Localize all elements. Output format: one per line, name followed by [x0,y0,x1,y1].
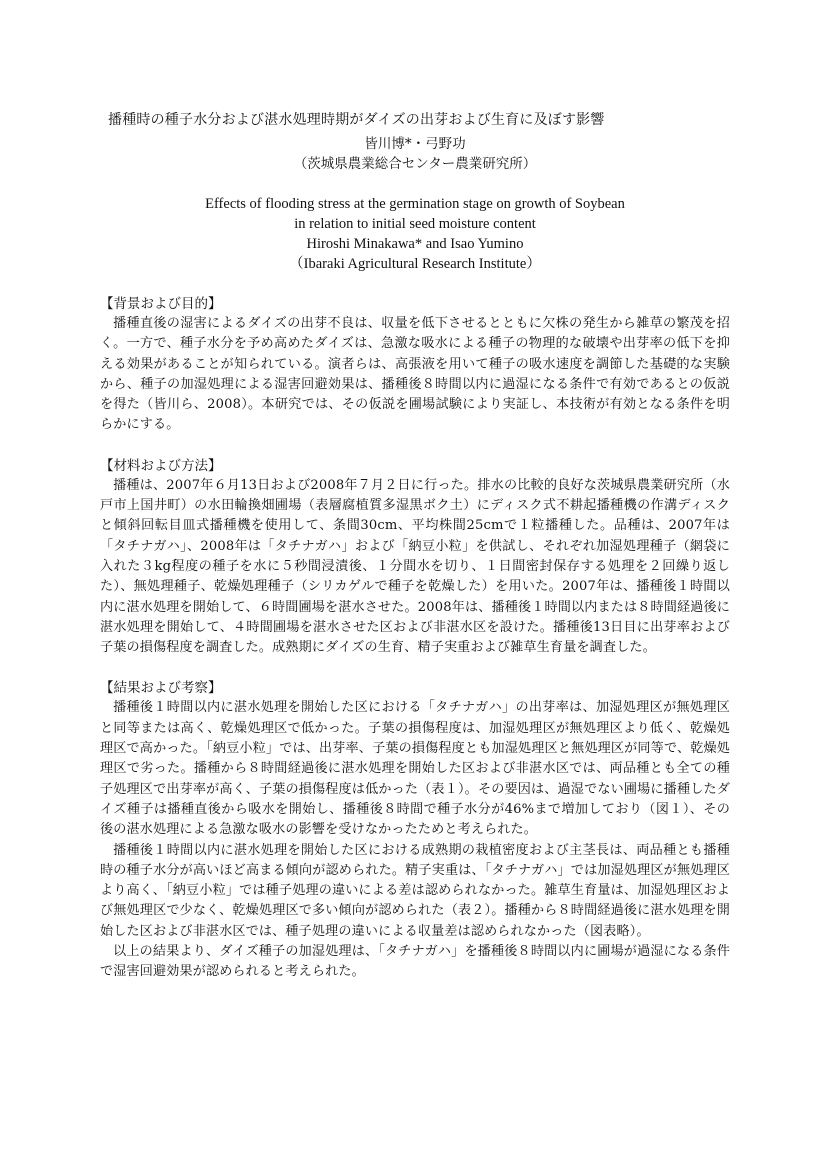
paragraph: 播種は、2007年６月13日および2008年７月２日に行った。排水の比較的良好な茨城県農業研究所（水戸市上国井町）の水田輪換畑圃場（表層腐植質多湿黒ボク土）にディスク式不耕起播種機の作溝ディスクと傾斜回転目皿式播種機を使用して、条間30cm、平均株間25cmで１粒播種した。品種は、2007年は「タチナガハ」、2008年は「タチナガハ」および「納豆小粒」を供試し、それぞれ加湿処理種子（網袋に入れた３kg程度の種子を水に５秒間浸漬後、１分間水を切り、１日間密封保存する処理を２回繰り返した）、無処理種子、乾燥処理種子（シリカゲルで種子を乾燥した）を用いた。2007年は、播種後１時間以内に湛水処理を開始して、６時間圃場を湛水させた。2008年は、播種後１時間以内または８時間経過後に湛水処理を開始して、４時間圃場を湛水させた区および非湛水区を設けた。播種後13日目に出芽率および子葉の損傷程度を調査した。成熟期にダイズの生育、精子実重および雑草生育量を調査した。 [100,477,730,656]
paper-page [100,110,730,983]
authors-japanese: 皆川博*・弓野功 [364,136,466,152]
section-heading: 【材料および方法】 [100,457,222,474]
section-methods [100,456,730,659]
paragraph: 播種後１時間以内に湛水処理を開始した区における「タチナガハ」の出芽率は、加湿処理区が無処理区と同等または高く、乾燥処理区で低かった。子葉の損傷程度は、加湿処理区が無処理区より低く、乾燥処理区で高かった。「納豆小粒」では、出芽率、子葉の損傷程度とも加湿処理区と無処理区が同等で、乾燥処理区で劣った。播種から８時間経過後に湛水処理を開始した区および非湛水区では、両品種とも全ての種子処理区で出芽率が高く、子葉の損傷程度は低かった（表１）。その要因は、過湿でない圃場に播種したダイズ種子は播種直後から吸水を開始し、播種後８時間で種子水分が46%まで増加しており（図１）、その後の湛水処理による急激な吸水の影響を受けなかったためと考えられた。 [100,700,730,838]
authors-english: Hiroshi Minakawa* and Isao Yumino [306,236,524,252]
japanese-header [100,110,730,174]
affiliation-japanese: （茨城県農業総合センター農業研究所） [293,156,537,172]
section-background [100,294,730,436]
english-header [100,194,730,274]
paragraph: 播種後１時間以内に湛水処理を開始した区における成熟期の栽植密度および主茎長は、両品種とも播種時の種子水分が高いほど高まる傾向が認められた。精子実重は、「タチナガハ」では加湿処理区が無処理区より高く、「納豆小粒」では種子処理の違いによる差は認められなかった。雑草生育量は、加湿処理区および無処理区で少なく、乾燥処理区で多い傾向が認められた（表２）。播種から８時間経過後に湛水処理を開始した区および非湛水区では、種子処理の違いによる収量差は認められなかった（図表略）。 [100,842,730,939]
paragraph: 以上の結果より、ダイズ種子の加湿処理は、「タチナガハ」を播種後８時間以内に圃場が過湿になる条件で湿害回避効果が認められると考えられた。 [100,944,730,980]
title-english-line2: in relation to initial seed moisture content [294,216,536,232]
paragraph: 播種直後の湿害によるダイズの出芽不良は、収量を低下させるとともに欠株の発生から雑草の繁茂を招く。一方で、種子水分を予め高めたダイズは、急激な吸水による種子の物理的な破壊や出芽率の低下を抑える効果があることが知られている。演者らは、高張液を用いて種子の吸水速度を調節した基礎的な実験から、種子の加湿処理による湿害回避効果は、播種後８時間以内に過湿になる条件で有効であるとの仮説を得た（皆川ら、2008）。本研究では、その仮説を圃場試験により実証し、本技術が有効となる条件を明らかにする。 [100,316,730,433]
title-japanese: 播種時の種子水分および湛水処理時期がダイズの出芽および生育に及ぼす影響 [108,112,605,128]
section-heading: 【背景および目的】 [100,296,222,312]
section-heading: 【結果および考察】 [100,680,222,697]
title-english-line1: Effects of flooding stress at the germination stage on growth of Soybean [205,196,625,212]
section-results [100,678,730,982]
affiliation-english: （Ibaraki Agricultural Research Institute） [289,256,541,272]
